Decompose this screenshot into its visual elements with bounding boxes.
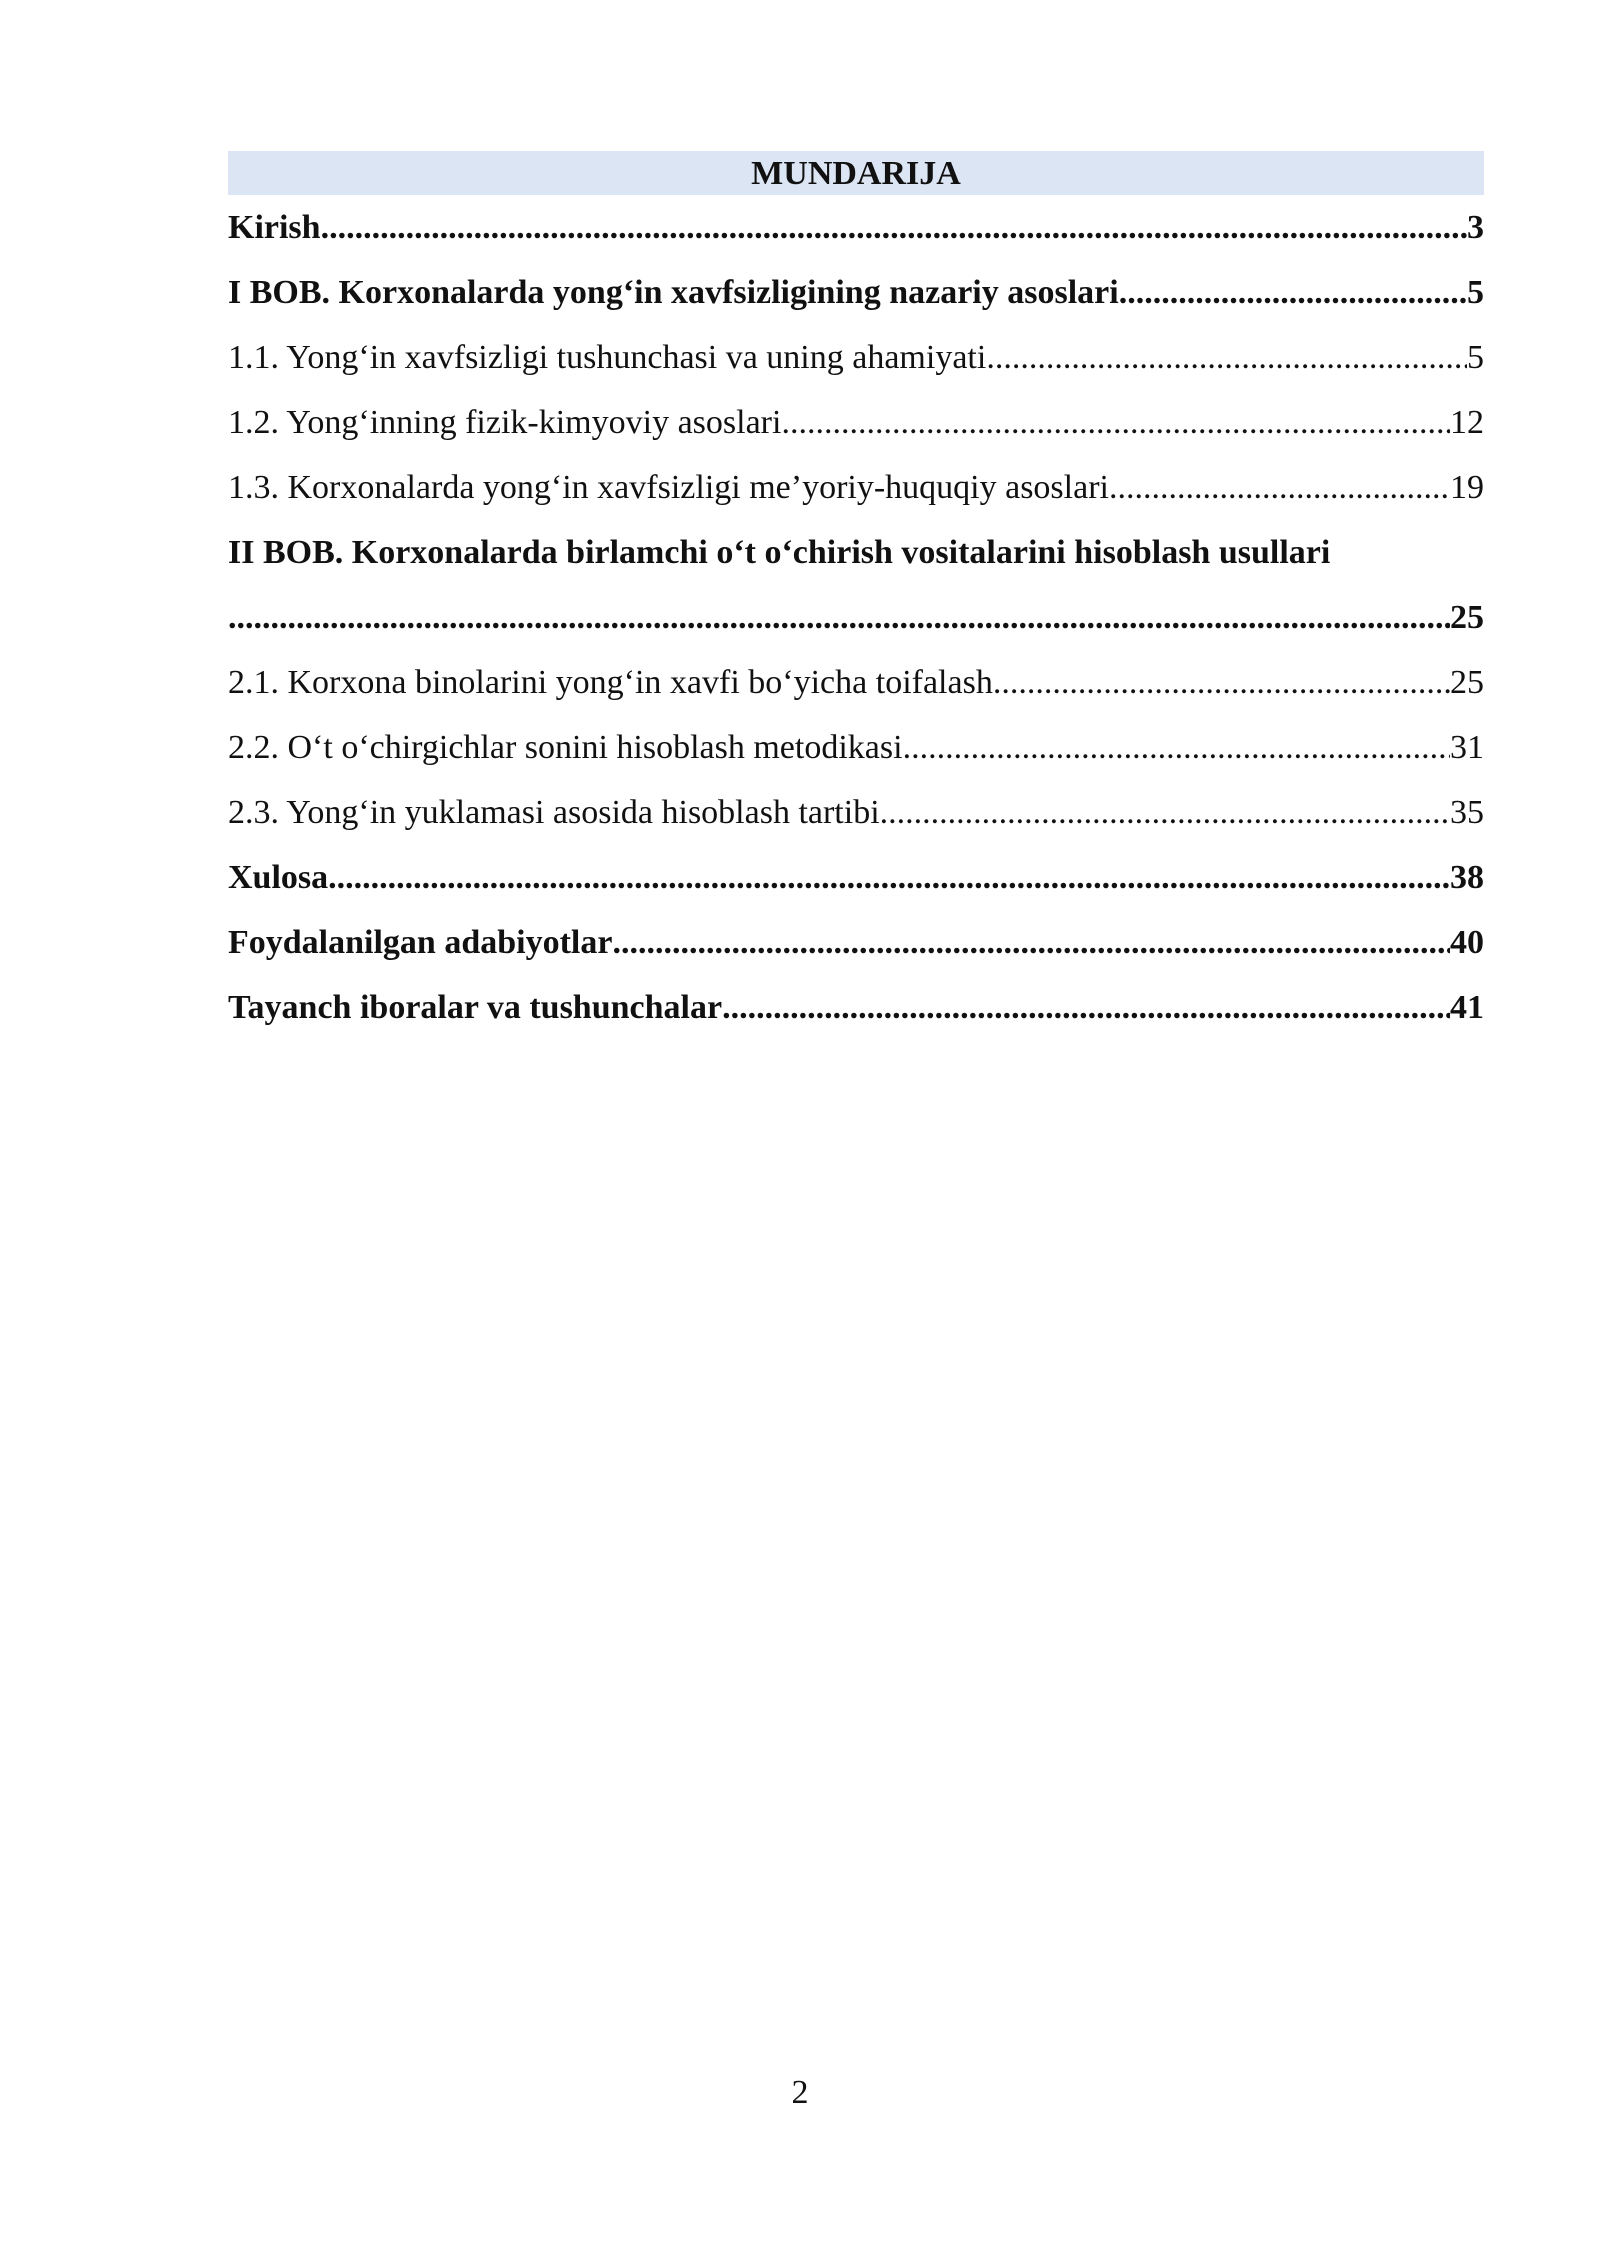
toc-leader-dots	[612, 910, 1450, 975]
toc-leader-dots	[903, 715, 1450, 780]
toc-entry-page: 40	[1450, 924, 1484, 961]
toc-entry[interactable]	[228, 390, 1484, 455]
toc-entry-chapter-2[interactable]	[228, 520, 1484, 650]
toc-entry-label: 1.1. Yong‘in xavfsizligi tushunchasi va uning ahamiyati	[228, 339, 987, 376]
toc-leader-dots	[1109, 455, 1450, 520]
toc-entry-page: 5	[1467, 274, 1484, 311]
toc-entry[interactable]	[228, 195, 1484, 260]
toc-leader-dots	[321, 195, 1467, 260]
toc-leader-dots	[1119, 260, 1467, 325]
toc-entry[interactable]	[228, 260, 1484, 325]
toc-entry[interactable]	[228, 910, 1484, 975]
toc-entry-page: 35	[1450, 794, 1484, 831]
toc-entry[interactable]	[228, 325, 1484, 390]
toc-entry-label: 2.1. Korxona binolarini yong‘in xavfi bo‘yicha toifalash	[228, 664, 993, 701]
toc-leader-dots	[781, 390, 1450, 455]
toc-entry[interactable]	[228, 845, 1484, 910]
toc-entry[interactable]	[228, 455, 1484, 520]
toc-entry-label: 2.2. O‘t o‘chirgichlar sonini hisoblash metodikasi	[228, 729, 903, 766]
toc-leader-dots	[228, 585, 1450, 650]
toc-entry-label: II BOB. Korxonalarda birlamchi o‘t o‘chirish vositalarini hisoblash usullari	[228, 534, 1331, 571]
toc-entry[interactable]	[228, 650, 1484, 715]
toc-entry-label: 1.3. Korxonalarda yong‘in xavfsizligi me’yoriy-huquqiy asoslari	[228, 469, 1109, 506]
toc-entry[interactable]	[228, 715, 1484, 780]
toc-leader-dots	[880, 780, 1450, 845]
toc-entry-leader-line	[228, 585, 1484, 650]
toc-title: MUNDARIJA	[228, 151, 1484, 195]
toc-entry-page: 41	[1450, 989, 1484, 1026]
table-of-contents	[228, 151, 1484, 1040]
toc-entry-page: 38	[1450, 859, 1484, 896]
toc-leader-dots	[328, 845, 1450, 910]
toc-entry-label: I BOB. Korxonalarda yong‘in xavfsizligining nazariy asoslari	[228, 274, 1119, 311]
toc-entry[interactable]	[228, 780, 1484, 845]
toc-entry-label: 1.2. Yong‘inning fizik-kimyoviy asoslari	[228, 404, 782, 441]
toc-entry-page: 25	[1450, 664, 1484, 701]
toc-entry-page: 19	[1450, 469, 1484, 506]
page-number: 2	[791, 2074, 809, 2111]
toc-entry-page: 12	[1450, 404, 1484, 441]
toc-leader-dots	[986, 325, 1467, 390]
toc-entry-page: 31	[1450, 729, 1484, 766]
toc-leader-dots	[722, 975, 1450, 1040]
toc-entry[interactable]	[228, 975, 1484, 1040]
toc-entry-page: 3	[1467, 209, 1484, 246]
toc-entry-page: 25	[1450, 599, 1484, 636]
toc-entry-label: Foydalanilgan adabiyotlar	[228, 924, 613, 961]
toc-entry-label: Xulosa	[228, 859, 329, 896]
toc-leader-dots	[993, 650, 1450, 715]
toc-entry-label: 2.3. Yong‘in yuklamasi asosida hisoblash tartibi	[228, 794, 880, 831]
toc-entry-page: 5	[1467, 339, 1484, 376]
toc-entry-label: Tayanch iboralar va tushunchalar	[228, 989, 723, 1026]
toc-entry-label: Kirish	[228, 209, 321, 246]
